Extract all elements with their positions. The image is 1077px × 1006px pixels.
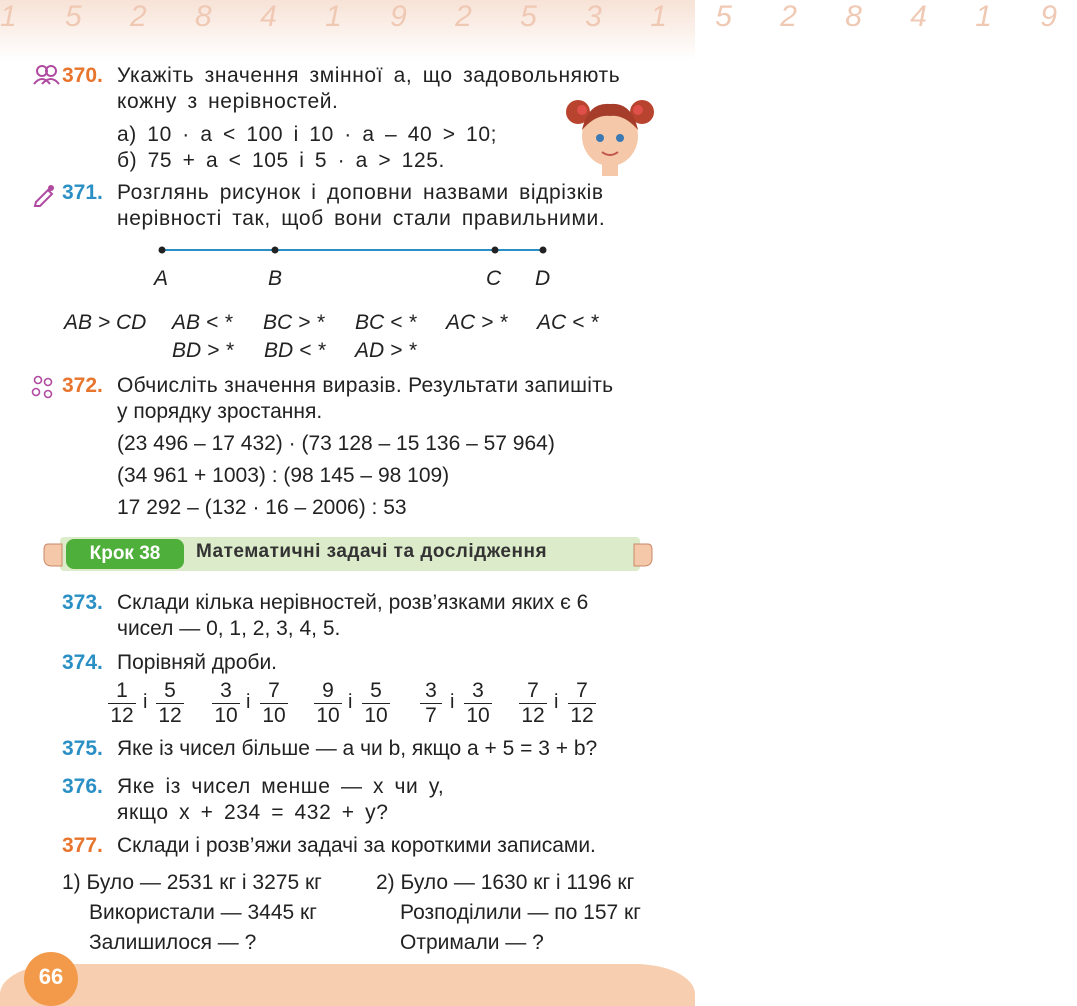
step-label: Крок 38 bbox=[66, 539, 184, 569]
pair-work-icon bbox=[32, 64, 60, 86]
hand-left-icon bbox=[40, 540, 66, 570]
ex374-number: 374. bbox=[62, 651, 103, 674]
ex375-number: 375. bbox=[62, 737, 103, 760]
fraction-4b: 3 10 bbox=[464, 680, 492, 727]
ex370-part-a: а) 10 · а < 100 і 10 · а – 40 > 10; bbox=[117, 123, 498, 146]
fraction-5a: 7 12 bbox=[519, 680, 547, 727]
page-number: 66 bbox=[24, 952, 78, 1006]
task1-line1: 1) Було — 2531 кг і 3275 кг bbox=[62, 871, 322, 894]
hand-right-icon bbox=[630, 540, 656, 570]
page-footer bbox=[0, 964, 695, 1006]
inequality-7: BD > * bbox=[172, 339, 234, 362]
ex370-line2: кожну з нерівностей. bbox=[117, 90, 339, 113]
ex372-expression-3: 17 292 – (132 · 16 – 2006) : 53 bbox=[117, 496, 407, 519]
decorative-digits: 1 5 2 8 4 1 9 2 5 3 1 5 2 8 4 1 9 bbox=[0, 0, 1077, 33]
ex370-part-b: б) 75 + а < 105 і 5 · а > 125. bbox=[117, 149, 445, 172]
inequality-2: AB < * bbox=[172, 311, 233, 334]
ex372-line2: у порядку зростання. bbox=[117, 400, 323, 423]
ex372-expression-2: (34 961 + 1003) : (98 145 – 98 109) bbox=[117, 464, 450, 487]
task2-line1: 2) Було — 1630 кг і 1196 кг bbox=[376, 871, 635, 894]
ex372-expression-1: (23 496 – 17 432) · (73 128 – 15 136 – 57 964) bbox=[117, 432, 555, 455]
point-label-a: A bbox=[154, 267, 169, 290]
point-a-dot bbox=[159, 247, 166, 254]
fraction-4a: 3 7 bbox=[420, 680, 442, 727]
point-c-dot bbox=[492, 247, 499, 254]
ex373-number: 373. bbox=[62, 591, 103, 614]
inequality-4: BC < * bbox=[355, 311, 417, 334]
step-title: Математичні задачі та дослідження bbox=[196, 541, 548, 562]
segment-diagram bbox=[150, 240, 560, 260]
ex371-line1: Розглянь рисунок і доповни назвами відрізків bbox=[117, 181, 604, 204]
conj-4: і bbox=[450, 691, 455, 713]
task2-line2: Розподілили — по 157 кг bbox=[400, 901, 641, 924]
ex375-text: Яке із чисел більше — а чи b, якщо а + 5 = 3 + b? bbox=[117, 737, 598, 760]
task1-line3: Залишилося — ? bbox=[89, 931, 257, 954]
conj-3: і bbox=[348, 691, 353, 713]
ex372-line1: Обчисліть значення виразів. Результати запишіть bbox=[117, 374, 614, 397]
inequality-6: AC < * bbox=[537, 311, 599, 334]
inequality-9: AD > * bbox=[355, 339, 417, 362]
fraction-2a: 3 10 bbox=[212, 680, 240, 727]
inequality-8: BD < * bbox=[264, 339, 326, 362]
ex376-number: 376. bbox=[62, 775, 103, 798]
fraction-3a: 9 10 bbox=[314, 680, 342, 727]
inequality-3: BC > * bbox=[263, 311, 325, 334]
point-b-dot bbox=[272, 247, 279, 254]
pencil-icon bbox=[32, 182, 56, 206]
conj-5: і bbox=[554, 691, 559, 713]
group-work-icon bbox=[30, 374, 56, 400]
ex373-line1: Склади кілька нерівностей, розв’язками яких є 6 bbox=[117, 591, 589, 614]
fraction-1a: 1 12 bbox=[108, 680, 136, 727]
fraction-1b: 5 12 bbox=[156, 680, 184, 727]
inequality-1: AB > CD bbox=[64, 311, 147, 334]
ex372-number: 372. bbox=[62, 374, 103, 397]
point-label-d: D bbox=[535, 267, 551, 290]
point-label-b: B bbox=[268, 267, 283, 290]
inequality-5: AC > * bbox=[446, 311, 508, 334]
ex370-line1: Укажіть значення змінної а, що задовольняють bbox=[117, 64, 621, 87]
conj-2: і bbox=[246, 691, 251, 713]
fraction-2b: 7 10 bbox=[260, 680, 288, 727]
ex371-line2: нерівності так, щоб вони стали правильними. bbox=[117, 207, 606, 230]
point-d-dot bbox=[540, 247, 547, 254]
task1-line2: Використали — 3445 кг bbox=[89, 901, 317, 924]
ex376-line2: якщо х + 234 = 432 + у? bbox=[117, 801, 389, 824]
girl-illustration bbox=[568, 96, 652, 176]
fraction-3b: 5 10 bbox=[362, 680, 390, 727]
ex377-text: Склади і розв’яжи задачі за короткими записами. bbox=[117, 834, 596, 857]
ex374-text: Порівняй дроби. bbox=[117, 651, 278, 674]
ex371-number: 371. bbox=[62, 181, 103, 204]
ex376-line1: Яке із чисел менше — х чи у, bbox=[117, 775, 445, 798]
ex370-number: 370. bbox=[62, 64, 103, 87]
fraction-5b: 7 12 bbox=[568, 680, 596, 727]
conj-1: і bbox=[143, 691, 148, 713]
ex373-line2: чисел — 0, 1, 2, 3, 4, 5. bbox=[117, 617, 341, 640]
point-label-c: C bbox=[486, 267, 502, 290]
ex377-number: 377. bbox=[62, 834, 103, 857]
task2-line3: Отримали — ? bbox=[400, 931, 544, 954]
